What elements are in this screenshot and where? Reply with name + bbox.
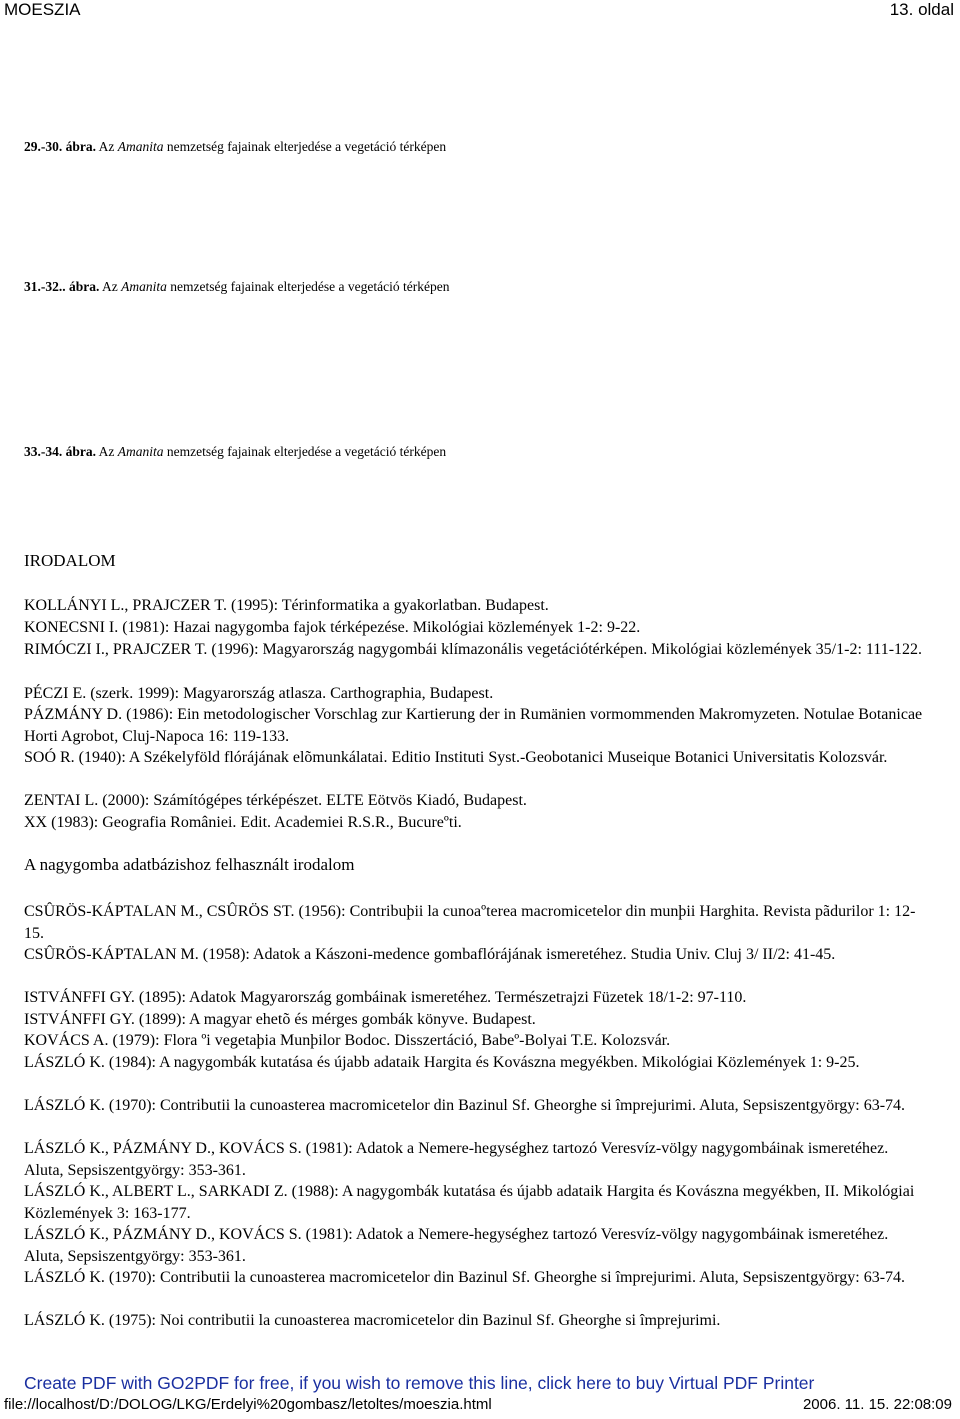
reference-item: LÁSZLÓ K. (1975): Noi contributii la cunoasterea macromicetelor din Bazinul Sf. Gheorghe si împrejurimi. [24, 1312, 721, 1329]
caption-genus: Amanita [121, 279, 167, 294]
reference-item: ISTVÁNFFI GY. (1899): A magyar ehetõ és mérges gombák könyve. Budapest. [24, 1011, 536, 1028]
reference-item: KOLLÁNYI L., PRAJCZER T. (1995): Térinformatika a gyakorlatban. Budapest. [24, 597, 549, 614]
figure-caption [24, 139, 446, 155]
page-number: 13. oldal [889, 0, 954, 19]
source-file-path: file://localhost/D:/DOLOG/LKG/Erdelyi%20gombasz/letoltes/moeszia.html [4, 1396, 492, 1413]
print-datetime: 2006. 11. 15. 22:08:09 [802, 1396, 952, 1413]
figure-numbers: 29.-30. ábra. [24, 139, 96, 154]
caption-text: nemzetség fajainak elterjedése a vegetáció térképen [166, 139, 447, 154]
caption-prefix: Az [102, 279, 118, 294]
figure-numbers: 31.-32.. ábra. [24, 279, 100, 294]
reference-item: SOÓ R. (1940): A Székelyföld flórájának elõmunkálatai. Editio Instituti Syst.-Geobotanici Museique Botanici Universitatis Kolozsvár. [24, 749, 888, 766]
reference-item: LÁSZLÓ K., PÁZMÁNY D., KOVÁCS S. (1981): Adatok a Nemere-hegységhez tartozó Veresvíz-völgy nagygombáinak ismeretéhez. Aluta, Sepsiszentgyörgy: 353-361. [24, 1140, 889, 1179]
figure-numbers: 33.-34. ábra. [24, 444, 96, 459]
section-heading-database-literature: A nagygomba adatbázishoz felhasznált irodalom [24, 855, 355, 874]
print-header [0, 0, 960, 22]
caption-prefix: Az [98, 139, 115, 154]
reference-item: KONECSNI I. (1981): Hazai nagygomba fajok térképezése. Mikológiai közlemények 1-2: 9-22. [24, 619, 641, 636]
reference-item: KOVÁCS A. (1979): Flora ºi vegetaþia Munþilor Bodoc. Disszertáció, Babeº-Bolyai T.E. Kolozsvár. [24, 1032, 671, 1049]
reference-item: LÁSZLÓ K., ALBERT L., SARKADI Z. (1988): A nagygombák kutatása és újabb adataik Hargita és Kovászna megyékben, II. Mikológiai Közlemények 3: 163-177. [24, 1183, 915, 1222]
reference-item: LÁSZLÓ K., PÁZMÁNY D., KOVÁCS S. (1981): Adatok a Nemere-hegységhez tartozó Veresvíz-völgy nagygombáinak ismeretéhez. Aluta, Sepsiszentgyörgy: 353-361. [24, 1226, 889, 1265]
caption-genus: Amanita [117, 444, 164, 459]
reference-item: XX (1983): Geografia României. Edit. Academiei R.S.R., Bucureºti. [24, 814, 462, 831]
reference-item: ISTVÁNFFI GY. (1895): Adatok Magyarország gombáinak ismeretéhez. Természetrajzi Füzetek 18/1-2: 97-110. [24, 989, 747, 1006]
reference-item: CSÛRÖS-KÁPTALAN M. (1958): Adatok a Kászoni-medence gombaflórájának ismeretéhez. Studia Univ. Cluj 3/ II/2: 41-45. [24, 946, 836, 963]
caption-genus: Amanita [117, 139, 164, 154]
figure-caption [24, 444, 446, 460]
print-footer [4, 1396, 952, 1413]
reference-item: RIMÓCZI I., PRAJCZER T. (1996): Magyarország nagygombái klímazonális vegetációtérképen. Mikológiai közlemények 35/1-2: 111-122. [24, 641, 923, 658]
caption-text: nemzetség fajainak elterjedése a vegetáció térképen [166, 444, 447, 459]
site-title: MOESZIA [4, 0, 81, 19]
reference-item: ZENTAI L. (2000): Számítógépes térképészet. ELTE Eötvös Kiadó, Budapest. [24, 792, 527, 809]
go2pdf-promo-link[interactable]: Create PDF with GO2PDF for free, if you wish to remove this line, click here to buy Virtual PDF Printer [24, 1373, 815, 1393]
reference-item: LÁSZLÓ K. (1970): Contributii la cunoasterea macromicetelor din Bazinul Sf. Gheorghe si împrejurimi. Aluta, Sepsiszentgyörgy: 63-74. [24, 1269, 906, 1286]
reference-item: CSÛRÖS-KÁPTALAN M., CSÛRÖS ST. (1956): Contribuþii la cunoaºterea macromicetelor din munþii Harghita. Revista pãdurilor 1: 12-15. [24, 903, 916, 942]
caption-text: nemzetség fajainak elterjedése a vegetáció térképen [170, 279, 450, 294]
reference-item: LÁSZLÓ K. (1984): A nagygombák kutatása és újabb adataik Hargita és Kovászna megyékben. Mikológiai Közlemények 1: 9-25. [24, 1054, 860, 1071]
caption-prefix: Az [98, 444, 115, 459]
figure-caption [24, 279, 449, 295]
section-heading-irodalom: IRODALOM [24, 551, 116, 570]
reference-item: PÁZMÁNY D. (1986): Ein metodologischer Vorschlag zur Kartierung der in Rumänien vormommenden Makromyzeten. Notulae Botanicae Horti Agrobot, Cluj-Napoca 16: 119-133. [24, 706, 923, 745]
reference-item: LÁSZLÓ K. (1970): Contributii la cunoasterea macromicetelor din Bazinul Sf. Gheorghe si împrejurimi. Aluta, Sepsiszentgyörgy: 63-74. [24, 1097, 906, 1114]
reference-item: PÉCZI E. (szerk. 1999): Magyarország atlasza. Carthographia, Budapest. [24, 685, 494, 702]
